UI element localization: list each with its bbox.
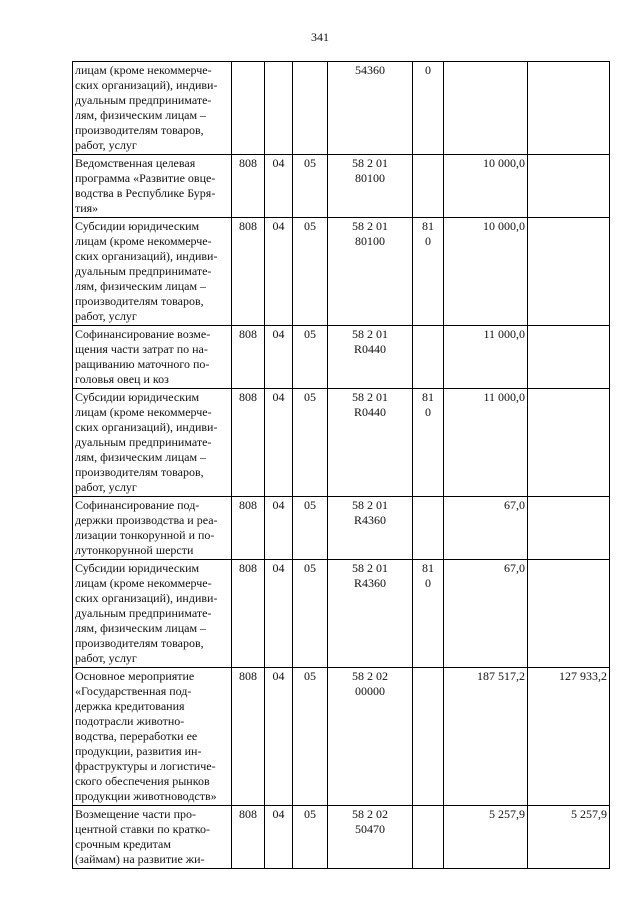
expense-type-cell (413, 155, 444, 218)
amount-1-cell-text: 11 000,0 (483, 327, 525, 341)
amount-1-cell (444, 560, 528, 668)
expense-type-cell (413, 560, 444, 668)
target-article-cell-text: 58 2 01 R4360 (352, 561, 388, 590)
expense-type-cell-text: 81 0 (422, 390, 434, 419)
expense-type-cell-text: 81 0 (422, 561, 434, 590)
target-article-cell-text: 58 2 02 50470 (352, 807, 388, 836)
amount-1-cell-text: 11 000,0 (483, 390, 525, 404)
target-article-cell (328, 155, 413, 218)
section-cell (265, 218, 293, 326)
section-cell-text: 04 (272, 156, 285, 170)
grbs-cell (232, 218, 265, 326)
target-article-cell (328, 560, 413, 668)
section-cell (265, 62, 293, 155)
amount-2-cell (528, 389, 610, 497)
row-name-cell (73, 806, 232, 869)
target-article-cell-text: 58 2 02 00000 (352, 669, 388, 698)
row-name-cell-text: Субсидии юридическим лицам (кроме некоммерче- ских организаций), индиви- дуальным предпринимате- лям, физическим лицам – производителям товаров, работ, услуг (75, 561, 218, 665)
target-article-cell (328, 497, 413, 560)
amount-1-cell-text: 187 517,2 (477, 669, 525, 683)
grbs-cell (232, 62, 265, 155)
subsection-cell (293, 668, 328, 806)
grbs-cell-text: 808 (239, 807, 257, 821)
table-row (73, 62, 610, 155)
target-article-cell (328, 326, 413, 389)
target-article-cell-text: 58 2 01 R0440 (352, 327, 388, 356)
subsection-cell (293, 218, 328, 326)
row-name-cell (73, 389, 232, 497)
amount-2-cell (528, 668, 610, 806)
row-name-cell-text: Софинансирование возме- щения части затрат по на- ращиванию маточного по- головья овец и коз (75, 327, 211, 386)
amount-1-cell-text: 10 000,0 (483, 219, 525, 233)
target-article-cell-text: 58 2 01 R0440 (352, 390, 388, 419)
row-name-cell-text: Софинансирование под- держки производства и реа- лизации тонкорунной и по- лутонкорунной шерсти (75, 498, 218, 557)
target-article-cell-text: 58 2 01 80100 (352, 219, 388, 248)
expense-type-cell-text: 0 (425, 63, 431, 77)
amount-2-cell (528, 560, 610, 668)
row-name-cell-text: Субсидии юридическим лицам (кроме некоммерче- ских организаций), индиви- дуальным предпринимате- лям, физическим лицам – производителям товаров, работ, услуг (75, 219, 218, 323)
section-cell-text: 04 (272, 219, 285, 233)
table-row (73, 326, 610, 389)
amount-2-cell (528, 155, 610, 218)
subsection-cell (293, 326, 328, 389)
grbs-cell (232, 389, 265, 497)
subsection-cell-text: 05 (304, 669, 316, 683)
amount-1-cell (444, 155, 528, 218)
grbs-cell-text: 808 (239, 498, 257, 512)
grbs-cell-text: 808 (239, 156, 257, 170)
target-article-cell-text: 54360 (355, 63, 385, 77)
target-article-cell (328, 668, 413, 806)
amount-2-cell (528, 326, 610, 389)
table-row (73, 389, 610, 497)
grbs-cell (232, 806, 265, 869)
expense-type-cell-text: 81 0 (422, 219, 434, 248)
section-cell-text: 04 (272, 327, 285, 341)
target-article-cell-text: 58 2 01 80100 (352, 156, 388, 185)
amount-1-cell (444, 497, 528, 560)
subsection-cell-text: 05 (304, 327, 316, 341)
section-cell-text: 04 (272, 561, 285, 575)
page-number: 341 (311, 30, 329, 44)
row-name-cell-text: Ведомственная целевая программа «Развитие овце- водства в Республике Буря- тия» (75, 156, 216, 215)
target-article-cell-text: 58 2 01 R4360 (352, 498, 388, 527)
row-name-cell (73, 560, 232, 668)
grbs-cell-text: 808 (239, 327, 257, 341)
amount-1-cell-text: 5 257,9 (489, 807, 525, 821)
row-name-cell (73, 218, 232, 326)
subsection-cell (293, 497, 328, 560)
amount-1-cell-text: 67,0 (504, 498, 525, 512)
grbs-cell (232, 326, 265, 389)
amount-1-cell-text: 10 000,0 (483, 156, 525, 170)
grbs-cell (232, 560, 265, 668)
amount-2-cell-text: 5 257,9 (571, 807, 607, 821)
amount-1-cell (444, 389, 528, 497)
subsection-cell (293, 560, 328, 668)
subsection-cell-text: 05 (304, 156, 316, 170)
amount-1-cell (444, 62, 528, 155)
subsection-cell (293, 155, 328, 218)
table-row (73, 806, 610, 869)
row-name-cell-text: Основное мероприятие «Государственная под- держка кредитования подотрасли животно- водства, переработки ее продукции, развития ин- фраструктуры и логистиче- ского обеспечения рынков продукции животноводств» (75, 669, 217, 803)
section-cell-text: 04 (272, 498, 285, 512)
grbs-cell (232, 155, 265, 218)
row-name-cell-text: Возмещение части про- центной ставки по кратко- срочным кредитам (займам) на развитие жи- (75, 807, 210, 866)
grbs-cell (232, 497, 265, 560)
section-cell (265, 389, 293, 497)
section-cell-text: 04 (272, 390, 285, 404)
target-article-cell (328, 389, 413, 497)
subsection-cell (293, 389, 328, 497)
expense-type-cell (413, 806, 444, 869)
section-cell (265, 668, 293, 806)
grbs-cell-text: 808 (239, 219, 257, 233)
table-row (73, 155, 610, 218)
table-row (73, 497, 610, 560)
amount-2-cell-text: 127 933,2 (559, 669, 607, 683)
section-cell (265, 155, 293, 218)
target-article-cell (328, 806, 413, 869)
budget-table (72, 61, 610, 869)
expense-type-cell (413, 218, 444, 326)
subsection-cell (293, 62, 328, 155)
amount-2-cell (528, 497, 610, 560)
amount-2-cell (528, 806, 610, 869)
table-row (73, 560, 610, 668)
section-cell (265, 497, 293, 560)
subsection-cell-text: 05 (304, 807, 316, 821)
subsection-cell-text: 05 (304, 390, 316, 404)
subsection-cell-text: 05 (304, 219, 316, 233)
grbs-cell (232, 668, 265, 806)
row-name-cell (73, 668, 232, 806)
expense-type-cell (413, 326, 444, 389)
row-name-cell (73, 62, 232, 155)
amount-1-cell (444, 668, 528, 806)
section-cell (265, 806, 293, 869)
amount-2-cell (528, 62, 610, 155)
subsection-cell-text: 05 (304, 561, 316, 575)
amount-1-cell (444, 218, 528, 326)
expense-type-cell (413, 389, 444, 497)
section-cell (265, 326, 293, 389)
grbs-cell-text: 808 (239, 561, 257, 575)
target-article-cell (328, 62, 413, 155)
section-cell (265, 560, 293, 668)
section-cell-text: 04 (272, 807, 285, 821)
subsection-cell (293, 806, 328, 869)
amount-1-cell (444, 326, 528, 389)
amount-1-cell (444, 806, 528, 869)
expense-type-cell (413, 497, 444, 560)
grbs-cell-text: 808 (239, 669, 257, 683)
amount-2-cell (528, 218, 610, 326)
table-row (73, 668, 610, 806)
expense-type-cell (413, 668, 444, 806)
section-cell-text: 04 (272, 669, 285, 683)
amount-1-cell-text: 67,0 (504, 561, 525, 575)
table-row (73, 218, 610, 326)
subsection-cell-text: 05 (304, 498, 316, 512)
row-name-cell (73, 497, 232, 560)
expense-type-cell (413, 62, 444, 155)
row-name-cell (73, 326, 232, 389)
row-name-cell (73, 155, 232, 218)
row-name-cell-text: Субсидии юридическим лицам (кроме некоммерче- ских организаций), индиви- дуальным предпринимате- лям, физическим лицам – производителям товаров, работ, услуг (75, 390, 218, 494)
target-article-cell (328, 218, 413, 326)
grbs-cell-text: 808 (239, 390, 257, 404)
row-name-cell-text: лицам (кроме некоммерче- ских организаций), индиви- дуальным предпринимате- лям, физическим лицам – производителям товаров, работ, услуг (75, 63, 218, 152)
